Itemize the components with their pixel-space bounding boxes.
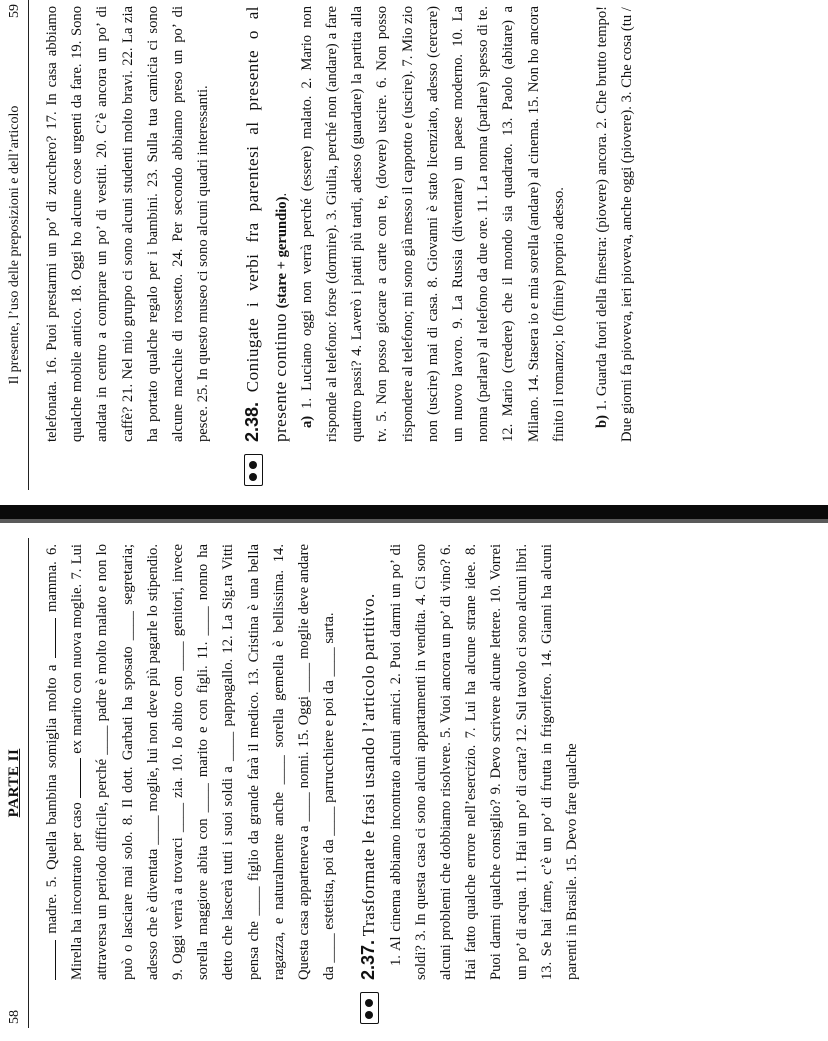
exercise-236-continuation: madre. 5. Quella bambina somiglia molto a mamma. 6. Mirella ha incontrato per caso ex marito con nuova moglie. 7. Lui attraversa un periodo difficile, perché ____ padre è molto malato e non lo può o lasciare mai solo. 8. Il dott. Garbati ha sposato ____ segretaria; adesso che è diventata ____ moglie, lui non deve più pagarle lo stipendio. 9. Oggi verrà a trovarci ____ zia. 10. Io abito con ____ genitori, invece sorella maggiore abita con ____ marito e con figli. 11. ____ nonno ha detto che lascerà tutti i suoi soldi a ____ pappagallo. 12. La Sig.ra Vitti pensa che ____ figlio da grande farà il medico. 13. Cristina è una bella ragazza, e naturalmente anche ____ sorella gemella è bellissima. 14. Questa casa apparteneva a ____ nonni. 15. Oggi ____ moglie deve andare da ____ estetista, poi da ____ parrucchiere e poi da ____ sarta. — [40, 544, 342, 980]
running-header: Il presente, l’uso delle preposizioni e dell’articolo — [7, 105, 22, 385]
exercise-title-bold: (stare + gerundio) — [273, 196, 290, 309]
exercise-237 — [356, 544, 585, 980]
exercise-number: 2.38. — [242, 401, 263, 442]
page-59 — [0, 0, 828, 490]
exercise-part-a: a) 1. Luciano oggi non verrà perché (essere) malato. 2. Mario non risponde al telefono: forse (dormire). 3. Giulia, perché non (andare) a fare quattro passi? 4. Laverò i piatti più tardi, adesso (guardare) la partita alla tv. 5. Non posso giocare a carte con te, (dovere) uscire. 6. Non posso rispondere al telefono; mi sono già messo il cappotto e (uscire). 7. Mio zio non (uscire) mai di casa. 8. Giovanni è stato licenziato, adesso (cercare) un nuovo lavoro. 9. La Russia (diventare) un paese moderno. 10. La nonna (parlare) al telefono da due ore. 11. La nonna (parlare) spesso di te. 12. Mario (credere) che il mondo sia quadrato. 13. Paolo (abitare) a Milano. 14. Stasera io e mia sorella (andare) al cinema. 15. Non ho ancora finito il romanzo; lo (finire) proprio adesso. — [298, 6, 567, 442]
exercise-title: Trasformate le frasi usando l’articolo partitivo. — [359, 593, 379, 937]
exercise-237-continuation: telefonata. 16. Puoi prestarmi un po’ di zucchero? 17. In casa abbiamo qualche mobile antico. 18. Oggi ho alcune cose urgenti da fare. 19. Sono andata in centro a comprare un po’ di vestiti. 20. C’è ancora un po’ di caffè? 21. Nel mio gruppo ci sono alcuni studenti molto bravi. 22. La zia ha portato qualche regalo per i bambini. 23. Sulla tua camicia ci sono alcune macchie di rossetto. 24. Per secondo abbiamo preso un po’ di pesce. 25. In questo museo ci sono alcuni quadri interessanti. — [44, 6, 212, 442]
exercise-part-b: b) 1. Guarda fuori della finestra: (piovere) ancora. 2. Che brutto tempo! Due giorni fa pioveva, ieri pioveva, anche oggi (piovere). 3. Che cosa (tu / — [594, 6, 636, 442]
exercise-title: Coniugate i verbi fra parentesi al presente o al presente continuo — [243, 6, 290, 442]
page-number: 58 — [7, 1010, 22, 1024]
exercise-number: 2.37. — [358, 939, 379, 980]
page-58 — [0, 538, 828, 1028]
exercise-text: 1. Al cinema abbiamo incontrato alcuni amici. 2. Puoi darmi un po’ di soldi? 3. In questa casa ci sono alcuni appartamenti in vendita. 4. Ci sono alcuni problemi che dobbiamo risolvere. 5. Vuoi ancora un po’ di vino? 6. Hai fatto qualche errore nell’esercizio. 7. Lui ha alcune strane idee. 8. Puoi darmi qualche consiglio? 9. Devo scrivere alcune lettere. 10. Vorrei un po’ di acqua. 11. Hai un po’ di carta? 12. Sul tavolo ci sono alcuni libri. 13. Se hai fame, c’è un po’ di frutta in frigorifero. 14. Gianni ha alcuni parenti in Brasile. 15. Devo fare qualche — [387, 544, 581, 980]
book-spine — [0, 505, 828, 519]
cd-audio-icon — [244, 454, 263, 486]
book-spine-shadow — [0, 519, 828, 523]
running-header: PARTE II — [6, 748, 22, 818]
page-number: 59 — [7, 4, 22, 18]
exercise-238: 2.38. Coniugate i verbi fra parentesi al presente o al presente continuo (stare + gerundio). a) 1. Luciano oggi non verrà perché (essere) malato. 2. Mario non risponde al telefono: forse (dormire). 3. Giulia, perché non (andare) a fare quattro passi? 4. Laverò i piatti più tardi, adesso (guardare) la partita alla tv. 5. Non posso giocare a carte con te, (dovere) uscire. 6. Non posso rispondere al telefono; mi sono già messo il cappotto e (uscire). 7. Mio zio non (uscire) mai di casa. 8. Giovanni è stato licenziato, adesso (cercare) un nuovo lavoro. 9. La Russia (diventare) un paese moderno. 10. La nonna (parlare) al telefono da due ore. 11. La nonna (parlare) spesso di te. 12. Mario (credere) che il mondo sia quadrato. 13. Paolo (abitare) a Milano. 14. Stasera io e mia sorella (andare) al cinema. 15. Non ho ancora finito il romanzo; lo (finire) proprio adesso. b) 1. Guarda fuori della finestra: (piovere) ancora. 2. Che brutto tempo! Due giorni fa pioveva, ieri pioveva, anche oggi (piovere). 3. Che cosa (tu / — [240, 6, 640, 442]
cd-audio-icon — [360, 992, 379, 1024]
